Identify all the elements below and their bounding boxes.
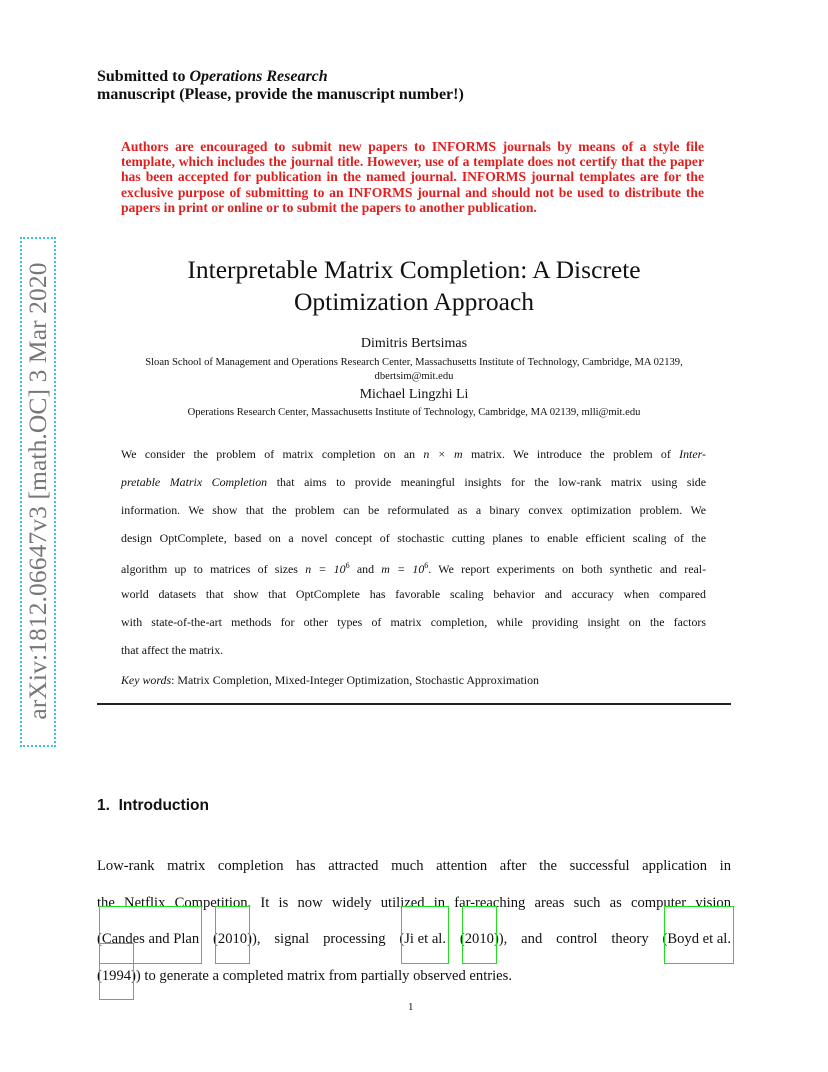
abstract-line: world datasets that show that OptComplete has favorable scaling behavior and accuracy when compared — [121, 587, 706, 601]
journal-header — [97, 68, 464, 104]
abstract-line: We consider the problem of matrix completion on an n × m matrix. We introduce the problem of Inter- — [121, 447, 706, 461]
header-prefix: Submitted to — [97, 68, 186, 85]
abstract-line: algorithm up to matrices of sizes $n = 10^6$ and $m = 10^6$. We report experiments on both synthetic and real- — [121, 561, 707, 576]
abstract-line: with state-of-the-art methods for other types of matrix completion, while providing insight on the factors — [121, 615, 706, 629]
author-affiliation-1 — [84, 356, 744, 384]
intro-paragraph — [97, 848, 731, 994]
intro-line: the Netflix Competition. It is now widely utilized in far-reaching areas such as computer vision — [97, 894, 731, 911]
author-name-1: Dimitris Bertsimas — [360, 336, 468, 351]
abstract — [121, 440, 706, 664]
template-notice: Authors are encouraged to submit new papers to INFORMS journals by means of a style file template, which includes the journal title. However, use of a template does not certify that the paper has been accepted for publication in the named journal. INFORMS journal templates are for the exclusive purpose of submitting to an INFORMS journal and should not be used to distribute the papers in print or online or to submit the papers to another publication. — [121, 139, 704, 215]
author-name-2: Michael Lingzhi Li — [359, 387, 469, 402]
arxiv-id: arXiv:1812.06647v3 [math.OC] 3 Mar 2020 — [23, 262, 52, 720]
section-heading: 1. Introduction — [97, 797, 209, 814]
manuscript-line: manuscript (Please, provide the manuscript number!) — [97, 86, 464, 103]
intro-line: (Candes and Plan (2010)), signal processing (Ji et al. (2010)), and control theory (Boyd et al. — [97, 921, 731, 958]
citation-link-boyd[interactable]: Boyd et al. — [667, 921, 731, 958]
journal-name: Operations Research — [189, 68, 328, 85]
keywords-text: : Matrix Completion, Mixed-Integer Optimization, Stochastic Approximation — [171, 673, 539, 687]
citation-link-ji-year[interactable]: 2010 — [465, 921, 494, 958]
abstract-line: design OptComplete, based on a novel concept of stochastic cutting planes to enable efficient scaling of the — [121, 531, 706, 545]
paper-title — [100, 254, 728, 318]
citation-link-ji[interactable]: Ji et al. — [404, 921, 446, 958]
affiliation-1-line-1: Sloan School of Management and Operations Research Center, Massachusetts Institute of Technology, Cambridge, MA 02139, — [145, 357, 683, 368]
affiliation-1-line-2: dbertsim@mit.edu — [374, 371, 454, 382]
author-affiliation-2: Operations Research Center, Massachusetts Institute of Technology, Cambridge, MA 02139, mlli@mit.edu — [187, 407, 641, 418]
intro-line: (1994)) to generate a completed matrix from partially observed entries. — [97, 958, 731, 995]
title-line-1: Interpretable Matrix Completion: A Discrete — [187, 255, 641, 284]
intro-line: Low-rank matrix completion has attracted much attention after the successful application in — [97, 858, 731, 874]
citation-link-candes-plan[interactable]: Candes and Plan — [102, 921, 199, 958]
keywords-label: Key words — [121, 673, 172, 687]
abstract-line: pretable Matrix Completion that aims to provide meaningful insights for the low-rank matrix using side — [121, 475, 706, 489]
keywords — [121, 673, 539, 688]
title-line-2: Optimization Approach — [293, 287, 535, 316]
citation-link-candes-plan-year[interactable]: 2010 — [218, 921, 247, 958]
abstract-line: information. We show that the problem can be reformulated as a binary convex optimization problem. We — [121, 503, 706, 517]
page-number: 1 — [408, 1001, 414, 1013]
citation-link-boyd-year[interactable]: 1994 — [102, 958, 131, 995]
abstract-line: that affect the matrix. — [121, 643, 224, 657]
divider — [97, 703, 731, 705]
